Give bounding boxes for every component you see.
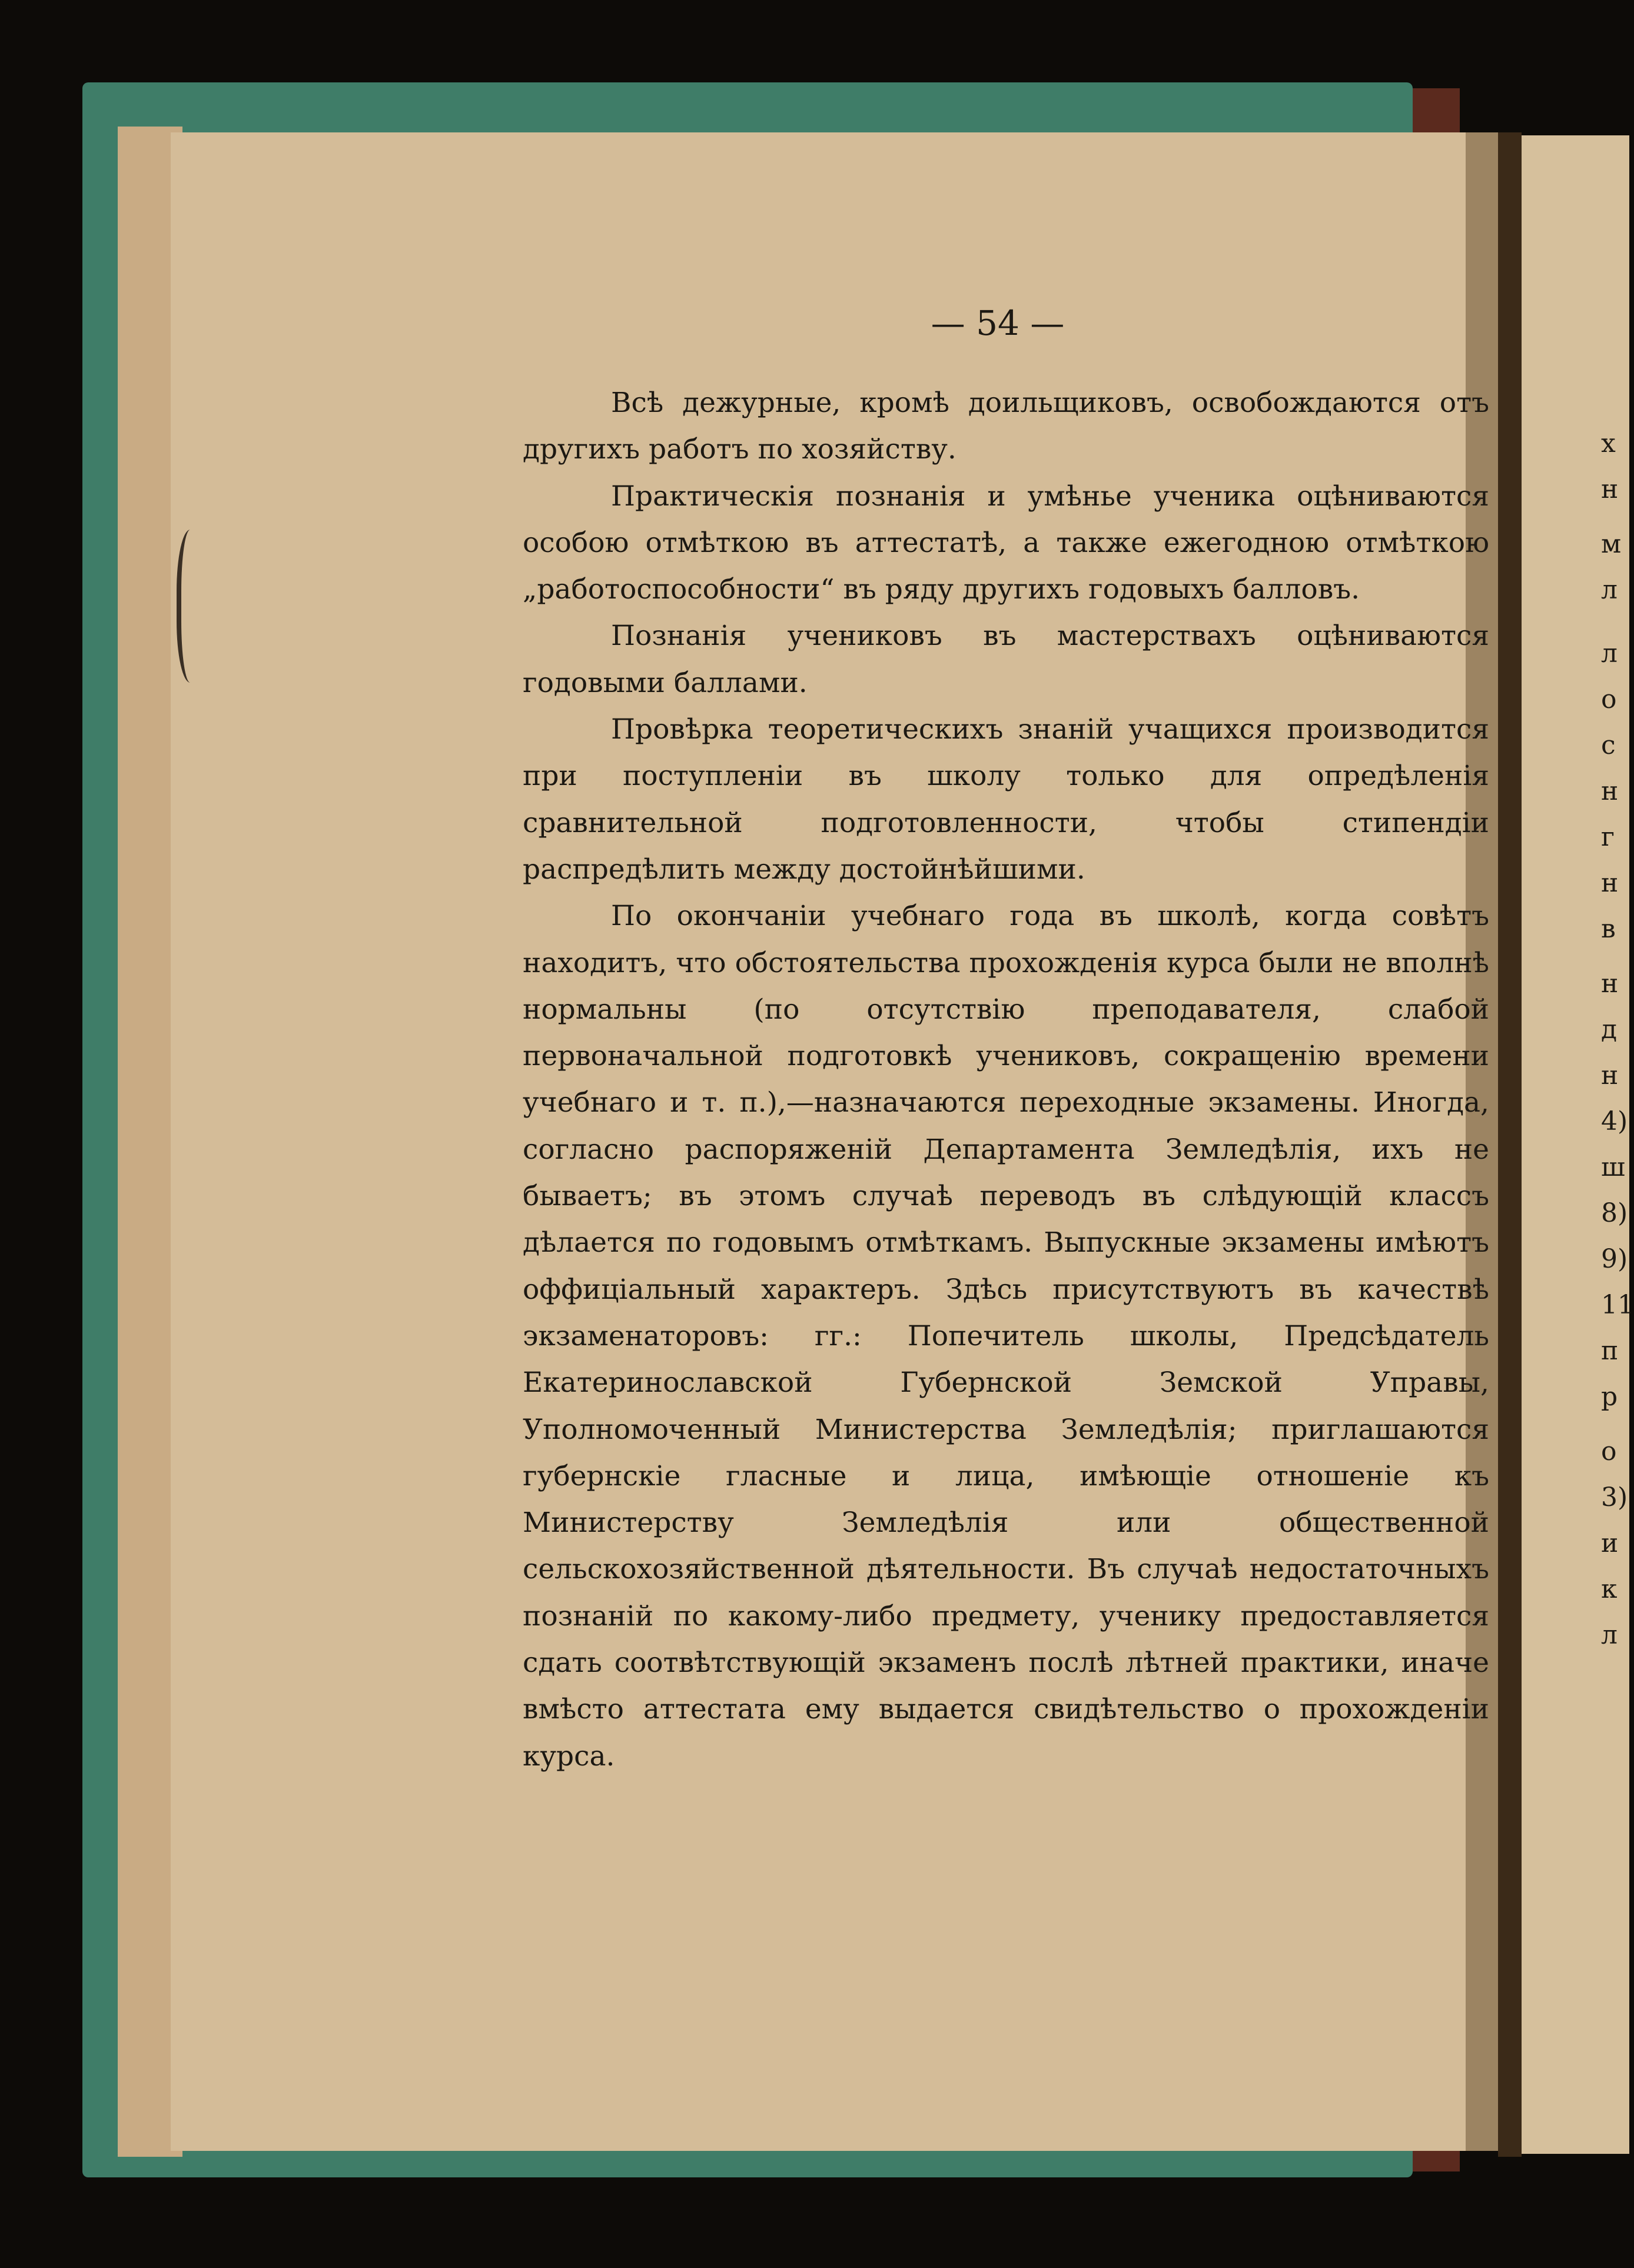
facing-line-fragment: 4): [1601, 1106, 1628, 1136]
facing-line-fragment: о: [1601, 684, 1617, 714]
facing-line-fragment: в: [1601, 914, 1616, 944]
facing-line-fragment: н: [1601, 776, 1619, 806]
paragraph: Провѣрка теоретическихъ знаній учащихся производится при поступленіи въ школу только для опредѣленія сравнительной подготовленности, чтобы стипендіи распредѣлить между достойнѣйшими.: [523, 713, 1489, 886]
book-gutter: [1498, 132, 1522, 2157]
facing-line-fragment: д: [1601, 1015, 1618, 1045]
page-number: — 54 —: [931, 303, 1065, 343]
facing-line-fragment: п: [1601, 1336, 1619, 1366]
facing-page-text: [1601, 430, 1634, 1650]
facing-line-fragment: х: [1601, 428, 1616, 458]
facing-line-fragment: 11: [1601, 1290, 1634, 1320]
facing-line-fragment: н: [1601, 1060, 1619, 1090]
facing-line-fragment: л: [1601, 1620, 1618, 1650]
paragraph: Познанія учениковъ въ мастерствахъ оцѣниваются годовыми баллами.: [523, 620, 1489, 699]
ink-mark: [177, 530, 211, 683]
facing-line-fragment: и: [1601, 1528, 1619, 1558]
facing-line-fragment: 9): [1601, 1244, 1628, 1274]
facing-line-fragment: м: [1601, 529, 1622, 559]
facing-line-fragment: р: [1601, 1382, 1618, 1412]
facing-line-fragment: н: [1601, 868, 1619, 898]
facing-line-fragment: ш: [1601, 1152, 1625, 1182]
facing-line-fragment: л: [1601, 639, 1618, 669]
facing-line-fragment: 8): [1601, 1198, 1628, 1228]
paragraph: Всѣ дежурные, кромѣ доильщиковъ, освобождаются отъ другихъ работъ по хозяйству.: [523, 387, 1489, 466]
facing-line-fragment: л: [1601, 575, 1618, 605]
facing-line-fragment: г: [1601, 822, 1615, 852]
facing-line-fragment: с: [1601, 730, 1616, 760]
facing-line-fragment: 3): [1601, 1482, 1628, 1512]
facing-line-fragment: к: [1601, 1574, 1618, 1604]
page-body: [523, 380, 1489, 1780]
facing-line-fragment: н: [1601, 474, 1619, 504]
facing-line-fragment: н: [1601, 969, 1619, 999]
facing-line-fragment: о: [1601, 1436, 1617, 1466]
paragraph: По окончаніи учебнаго года въ школѣ, когда совѣтъ находитъ, что обстоятельства прохожденія курса были не вполнѣ нормальны (по отсутствію преподавателя, слабой первоначальной подготовкѣ учениковъ, сокращенію времени учебнаго и т. п.),—назначаются переходные экзамены. Иногда, согласно распоряженій Департамента Земледѣлія, ихъ не бываетъ; въ этомъ случаѣ переводъ въ слѣдующій классъ дѣлается по годовымъ отмѣткамъ. Выпускные экзамены имѣютъ оффиціальный характеръ. Здѣсь присутствуютъ въ качествѣ экзаменаторовъ: гг.: Попечитель школы, Предсѣдатель Екатеринославской Губернской Земской Управы, Уполномоченный Министерства Земледѣлія; приглашаются губернскіе гласные и лица, имѣющіе отношеніе къ Министерству Земледѣлія или общественной сельскохозяйственной дѣятельности. Въ случаѣ недостаточныхъ познаній по какому-либо предмету, ученику предоставляется сдать соотвѣтствующій экзаменъ послѣ лѣтней практики, иначе вмѣсто аттестата ему выдается свидѣтельство о прохожденіи курса.: [523, 900, 1489, 1773]
paragraph: Практическія познанія и умѣнье ученика оцѣниваются особою отмѣткою въ аттестатѣ, а также ежегодною отмѣткою „работоспособности“ въ ряду другихъ годовыхъ балловъ.: [523, 480, 1489, 606]
